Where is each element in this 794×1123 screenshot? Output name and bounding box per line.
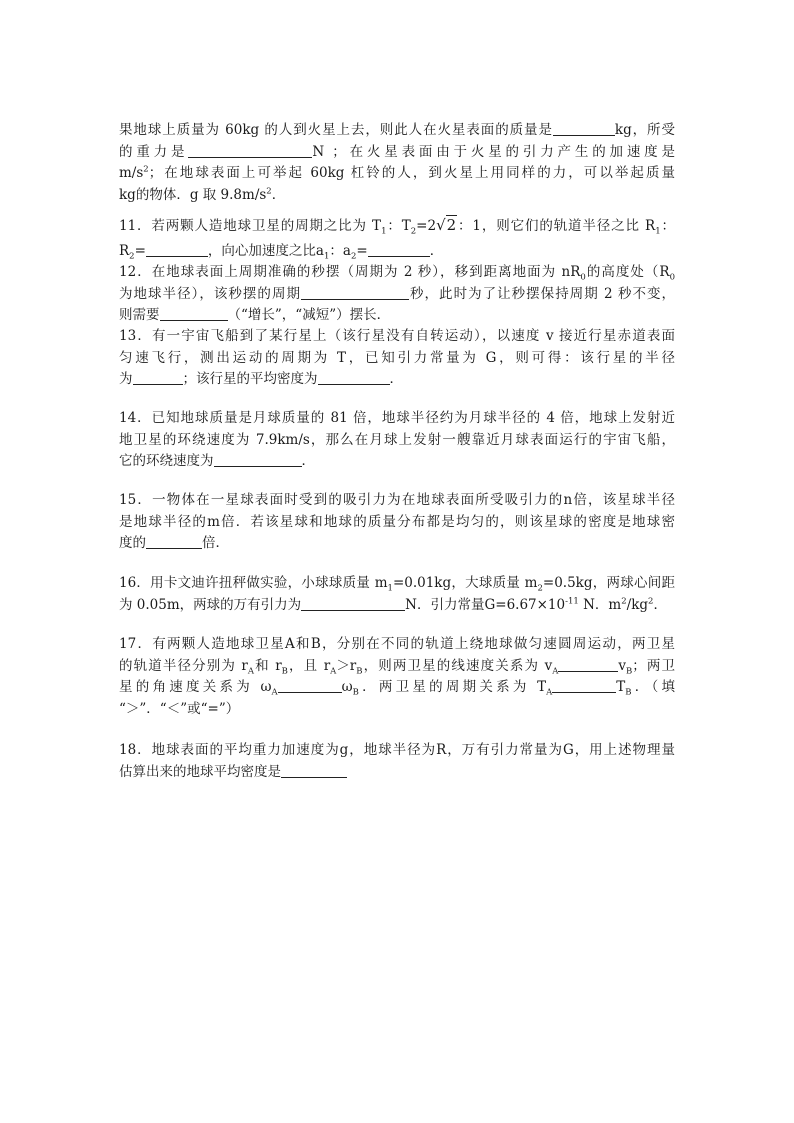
question-11 xyxy=(119,211,675,263)
q13-line-1: 13．有一宇宙飞船到了某行星上（该行星没有自转运动），以速度 v 接近行星赤道表面 xyxy=(119,328,675,344)
q10-line-4: kg的物体．g 取 $9.8m/s^2$． xyxy=(119,186,286,203)
q13-line-3: 为 ；该行星的平均密度为 ． xyxy=(119,371,403,387)
answer-blank[interactable] xyxy=(552,678,616,693)
q15-line-2: 是地球半径的m倍．若该星球和地球的质量分布都是均匀的，则该星球的密度是地球密 xyxy=(119,513,675,530)
q15-line-3: 度的 倍． xyxy=(119,535,229,551)
square-root-sign: √2 xyxy=(436,216,457,234)
question-16 xyxy=(119,573,675,616)
answer-blank[interactable] xyxy=(133,370,183,385)
q12-line-3: 则需要 （“增长”，“减短”）摆长． xyxy=(119,307,391,323)
q14-line-1: 14．已知地球质量是月球质量的 81 倍，地球半径约为月球半径的 4 倍，地球上发射近 xyxy=(119,410,675,426)
q11-line-2: $R_2=$ ，向心加速度之比$a_1$：$a_2=$ ． xyxy=(119,243,444,262)
q13-line-2: 匀速飞行，测出运动的周期为 T，已知引力常量为 G，则可得：该行星的半径 xyxy=(119,349,675,366)
answer-blank[interactable] xyxy=(281,763,347,778)
q14-line-3: 它的环绕速度为 ． xyxy=(119,453,315,469)
question-13 xyxy=(119,326,675,391)
q12-line-1: 12．在地球表面上周期准确的秒摆（周期为 2 秒），移到距离地面为 $nR_0$的高度处（$R_0$ xyxy=(119,264,675,283)
q15-line-1: 15．一物体在一星球表面时受到的吸引力为在地球表面所受吸引力的n倍，该星球半径 xyxy=(119,492,675,508)
answer-blank[interactable] xyxy=(146,242,208,257)
q17-line-2: 的轨道半径分别为 $r_A$和 $r_B$，且 $r_A>r_B$，则两卫星的线速度关系为 $v_A$ $v_B$；两卫 xyxy=(119,657,676,677)
q16-line-1: 16．用卡文迪许扭秤做实验，小球球质量 $m_1=0.01kg$，大球质量 $m_2=0.5kg$，两球心间距 xyxy=(119,575,675,594)
answer-blank[interactable] xyxy=(301,596,405,611)
answer-blank[interactable] xyxy=(368,242,430,257)
q12-line-2: 为地球半径），该秒摆的周期 秒，此时为了让秒摆保持周期 2 秒不变， xyxy=(119,285,676,302)
answer-blank[interactable] xyxy=(146,534,202,549)
answer-blank[interactable] xyxy=(318,370,390,385)
answer-blank[interactable] xyxy=(278,678,342,693)
q10-line-2: 的重力是 N ；在火星表面由于火星的引力产生的加速度是 xyxy=(119,143,676,160)
q18-line-1: 18．地球表面的平均重力加速度为g，地球半径为R，万有引力常量为G，用上述物理量 xyxy=(119,742,675,758)
q17-line-1: 17．有两颗人造地球卫星A和B，分别在不同的轨道上绕地球做匀速圆周运动，两卫星 xyxy=(119,636,675,652)
q18-line-2: 估算出来的地球平均密度是 xyxy=(119,762,675,784)
answer-blank[interactable] xyxy=(160,306,228,321)
answer-blank[interactable] xyxy=(301,285,409,300)
q17-line-3: 星的角速度关系为 $\omega_A$ $\omega_B$．两卫星的周期关系为 $T_A$ $T_B$．（填 xyxy=(119,679,676,698)
question-10 xyxy=(119,120,675,206)
q11-line-1: 11．若两颗人造地球卫星的周期之比为 $T_1$：$T_2=2√2$：1，则它们的轨道半径之比 $R_1$： xyxy=(119,211,675,239)
answer-blank[interactable] xyxy=(553,121,615,136)
q17-line-4: “＞”．“＜”或“=”） xyxy=(119,700,240,717)
question-15 xyxy=(119,490,675,555)
answer-blank[interactable] xyxy=(558,657,618,672)
answer-blank[interactable] xyxy=(214,452,302,467)
q14-line-2: 地卫星的环绕速度为 7.9km/s，那么在月球上发射一艘靠近月球表面运行的宇宙飞船， xyxy=(119,431,675,448)
question-18 xyxy=(119,740,675,783)
question-14 xyxy=(119,408,675,473)
question-17 xyxy=(119,634,675,720)
q16-line-2: 为 0.05m，两球的万有引力为 N．引力常量$G=6.67\times 10^{-11}$ N．$m^2/kg^2$． xyxy=(119,596,667,613)
q10-line-1: 果地球上质量为 60kg 的人到火星上去，则此人在火星表面的质量是 kg，所受 xyxy=(119,122,675,138)
answer-blank[interactable] xyxy=(188,143,312,158)
question-12 xyxy=(119,262,675,327)
q10-line-3: $m/s^2$；在地球表面上可举起 60kg 杠铃的人，到火星上用同样的力，可以举起质量 xyxy=(119,164,675,181)
